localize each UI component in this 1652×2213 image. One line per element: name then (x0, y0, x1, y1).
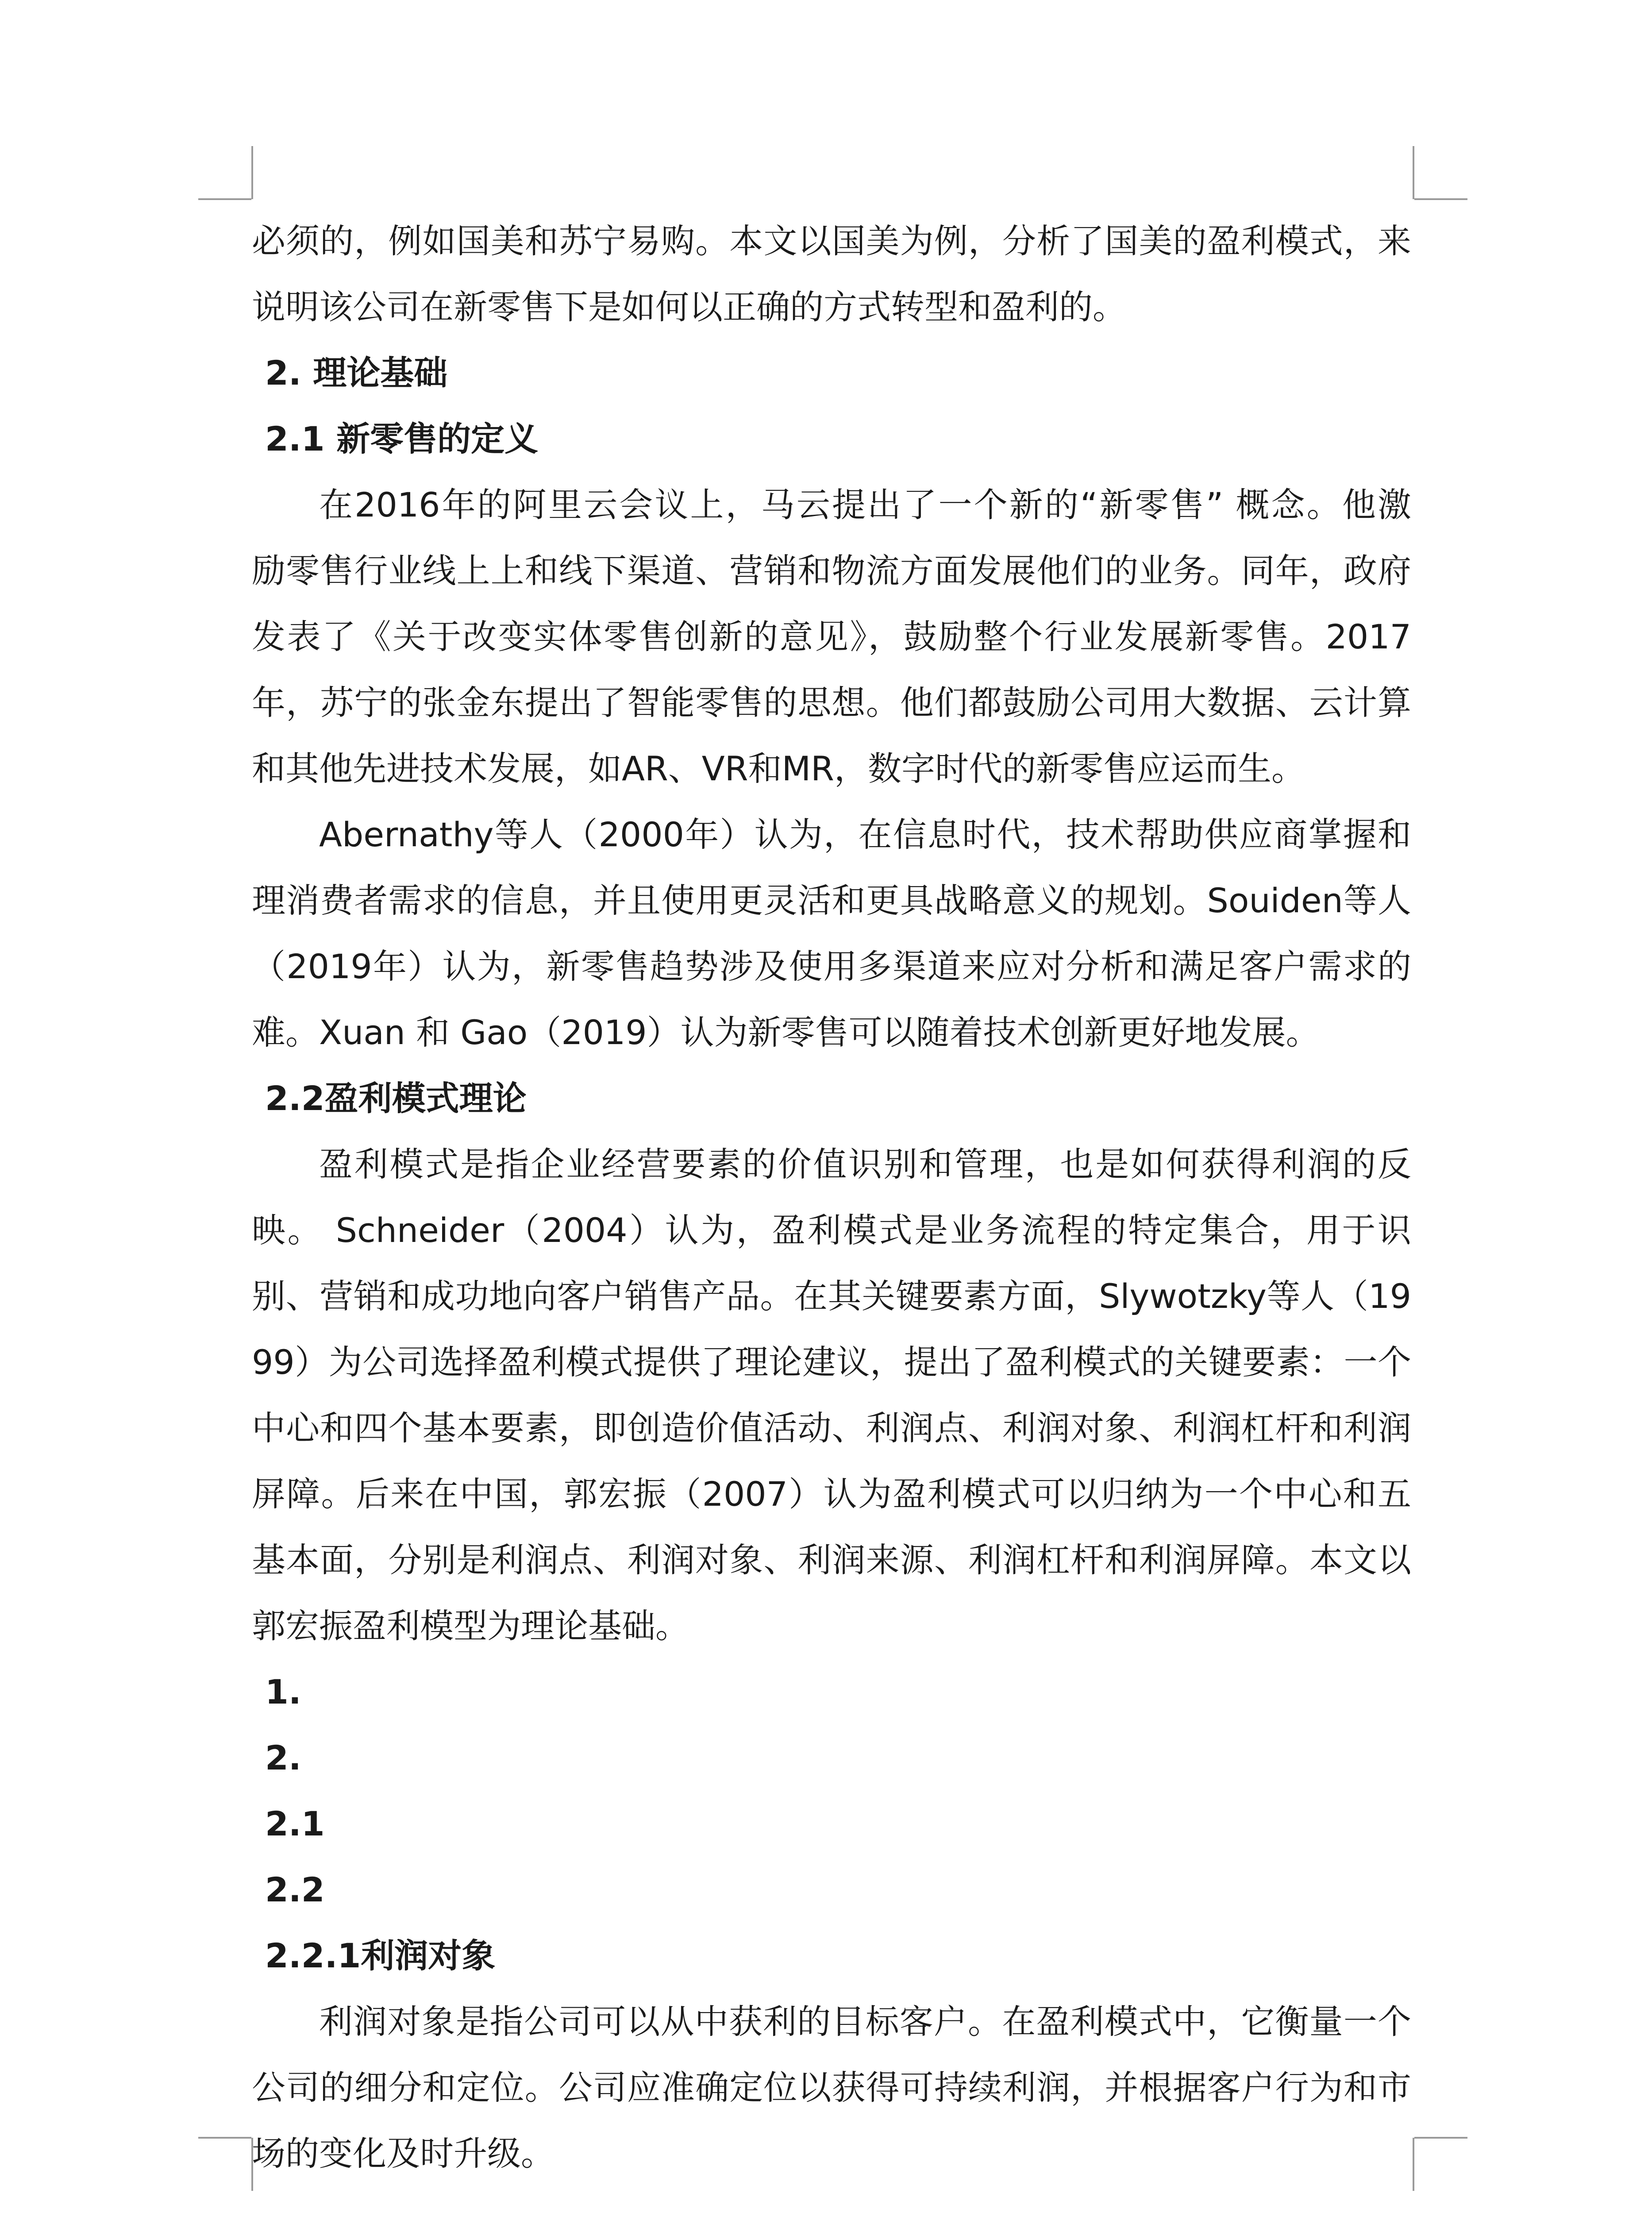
paragraph-line: 在2016年的阿里云会议上，马云提出了一个新的“新零售” 概念。他激 (319, 485, 1411, 524)
section-heading: 2.1 新零售的定义 (265, 419, 539, 459)
paragraph-line: 郭宏振盈利模型为理论基础。 (252, 1606, 689, 1646)
crop-mark-bottom-right-v (1413, 2138, 1414, 2191)
crop-mark-top-left-v (251, 146, 253, 199)
paragraph-line: 盈利模式是指企业经营要素的价值识别和管理，也是如何获得利润的反 (319, 1145, 1411, 1184)
paragraph-line: 屏障。后来在中国，郭宏振（2007）认为盈利模式可以归纳为一个中心和五 (252, 1474, 1411, 1514)
section-heading: 2. (265, 1738, 301, 1777)
section-heading: 2.1 (265, 1804, 325, 1843)
paragraph-line: 99）为公司选择盈利模式提供了理论建议，提出了盈利模式的关键要素：一个 (252, 1342, 1411, 1382)
paragraph-line: 说明该公司在新零售下是如何以正确的方式转型和盈利的。 (252, 287, 1126, 327)
paragraph-line: 映。 Schneider（2004）认为，盈利模式是业务流程的特定集合，用于识 (252, 1211, 1411, 1250)
body-paragraph (252, 1989, 1411, 2186)
paragraph-line: Abernathy等人（2000年）认为，在信息时代，技术帮助供应商掌握和 (319, 815, 1411, 854)
section-heading: 2.2.1利润对象 (265, 1936, 496, 1975)
paragraph-line: 理消费者需求的信息，并且使用更灵活和更具战略意义的规划。Souiden等人 (252, 881, 1411, 920)
paragraph-line: 基本面，分别是利润点、利润对象、利润来源、利润杠杆和利润屏障。本文以 (252, 1540, 1411, 1580)
crop-mark-top-right-h (1414, 198, 1467, 200)
crop-mark-top-left-h (198, 198, 251, 200)
body-paragraph (252, 472, 1411, 802)
paragraph-line: 利润对象是指公司可以从中获利的目标客户。在盈利模式中，它衡量一个 (319, 2002, 1411, 2041)
body-paragraph (252, 1131, 1411, 1659)
paragraph-line: 公司的细分和定位。公司应准确定位以获得可持续利润，并根据客户行为和市 (252, 2068, 1411, 2107)
paragraph-line: 中心和四个基本要素，即创造价值活动、利润点、利润对象、利润杠杆和利润 (252, 1408, 1411, 1448)
section-heading: 2.2盈利模式理论 (265, 1079, 527, 1118)
body-paragraph (252, 208, 1411, 340)
paragraph-line: 和其他先进技术发展，如AR、VR和MR，数字时代的新零售应运而生。 (252, 749, 1305, 788)
document-body (252, 208, 1411, 2186)
paragraph-line: （2019年）认为，新零售趋势涉及使用多渠道来应对分析和满足客户需求的 (252, 947, 1411, 986)
crop-mark-bottom-right-h (1414, 2137, 1467, 2139)
paragraph-line: 难。Xuan 和 Gao（2019）认为新零售可以随着技术创新更好地发展。 (252, 1013, 1320, 1052)
crop-mark-bottom-left-h (198, 2137, 251, 2139)
section-heading: 1. (265, 1672, 301, 1712)
paragraph-line: 励零售行业线上上和线下渠道、营销和物流方面发展他们的业务。同年，政府 (252, 551, 1411, 590)
paragraph-line: 发表了《关于改变实体零售创新的意见》，鼓励整个行业发展新零售。2017 (252, 617, 1411, 656)
section-heading: 2.2 (265, 1870, 325, 1909)
paragraph-line: 年，苏宁的张金东提出了智能零售的思想。他们都鼓励公司用大数据、云计算 (252, 683, 1411, 722)
crop-mark-top-right-v (1413, 146, 1414, 199)
paragraph-line: 必须的，例如国美和苏宁易购。本文以国美为例，分析了国美的盈利模式，来 (252, 221, 1411, 261)
body-paragraph (252, 802, 1411, 1065)
section-heading: 2. 理论基础 (265, 353, 448, 393)
paragraph-line: 场的变化及时升级。 (252, 2134, 555, 2173)
paragraph-line: 别、营销和成功地向客户销售产品。在其关键要素方面，Slywotzky等人（19 (252, 1276, 1411, 1316)
